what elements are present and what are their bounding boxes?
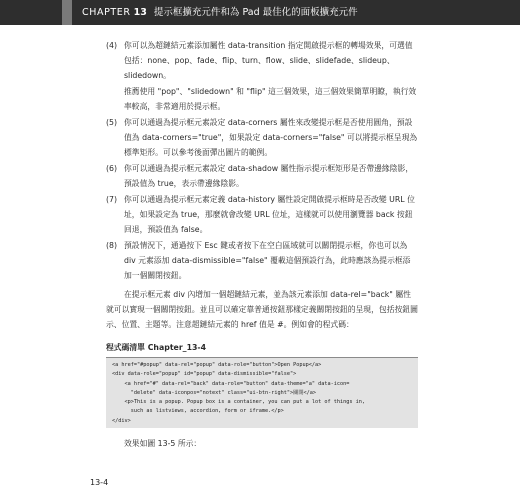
- item-text: 你可以通過為提示框元素設定 data-shadow 屬性指示提示框矩形是否帶邊緣陰影，預設值為 true，表示帶邊緣陰影。: [124, 164, 414, 188]
- list-item: [106, 238, 418, 283]
- header-band: [0, 0, 520, 25]
- list-item: [106, 115, 418, 160]
- list-item: [106, 192, 418, 237]
- chapter-title: 提示框擴充元件和為 Pad 最佳化的面板擴充元件: [153, 7, 358, 18]
- item-text: 你可以通過為提示框元素設定 data-corners 屬性來改變提示框是否使用圓角，預設值為 data-corners="true"，如果設定 data-corners="false" 可以將提示框呈現為標準矩形。可以參考後面彈出圖片的範例。: [124, 118, 418, 157]
- item-text: 你可以通過為提示框元素定義 data-history 屬性設定開啟提示框時是否改變 URL 位址，如果設定為 true，那麼就會改變 URL 位址，這樣就可以使用瀏覽器 back 按鈕回退，預設值為 false。: [124, 195, 415, 234]
- item-number: (6): [106, 164, 118, 173]
- figure-reference: 效果如圖 13-5 所示：: [124, 439, 202, 449]
- page-number: 13-4: [90, 478, 109, 487]
- page-content: [106, 38, 418, 451]
- code-listing-title: 程式碼清單 Chapter_13-4: [106, 343, 207, 352]
- item-subtext: 推薦使用 "pop"、"slidedown" 和 "flip" 這三個效果，這三個效果簡單明瞭，執行效率較高，非常適用於提示框。: [124, 87, 417, 111]
- code-block: <a href="#popup" data-rel="popup" data-role="button">Open Popup</a> <div data-role="popup" id="popup" data-dismissible="false"> <a href="#" data-rel="back" data-role="button" data-theme="a" data-icon= "delete" data-iconpos="notext" class="ui-btn-right">關閉</a> <p>This is a popup. Popup box is a container, you can put a lot of things in, such as listviews, accordion, form or iframe.</p> </div>: [106, 357, 418, 428]
- item-text: 預設情況下，通過按下 Esc 鍵或者按下在空白區域就可以關閉提示框，你也可以為 div 元素添加 data-dismissible="false" 覆載這個預設行為，此時應該為提示框添加一個關閉按鈕。: [124, 241, 411, 280]
- item-text: 你可以為超鏈結元素添加屬性 data-transition 指定開啟提示框的轉場效果，可選值包括：none、pop、fade、flip、turn、flow、slide、slidefade、slideup、slidedown。: [124, 41, 413, 80]
- body-paragraph: 在提示框元素 div 內增加一個超鏈結元素，並為該元素添加 data-rel="back" 屬性就可以實現一個關閉按鈕。並且可以確定靠普通按鈕那樣定義關閉按鈕的呈現，包括按鈕圖示、位置、主題等。注意超鏈結元素的 href 值是 #。例如會的程式碼：: [106, 290, 418, 329]
- list-item: [106, 161, 418, 191]
- item-number: (5): [106, 118, 118, 127]
- chapter-number: 13: [133, 7, 147, 18]
- item-number: (4): [106, 41, 118, 50]
- item-number: (7): [106, 195, 118, 204]
- list-item: [106, 38, 418, 114]
- running-header: [82, 0, 358, 25]
- header-tab-marker: [62, 0, 72, 25]
- item-number: (8): [106, 241, 118, 250]
- chapter-word: CHAPTER: [82, 7, 131, 18]
